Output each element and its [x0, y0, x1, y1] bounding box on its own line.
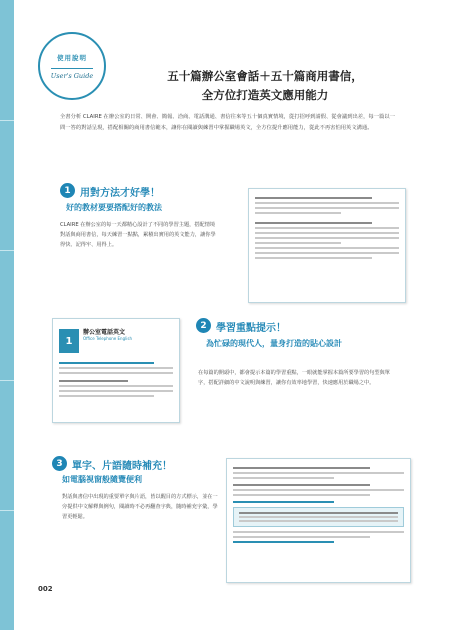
section-3-number: 3 — [52, 456, 67, 471]
page-headline-line2: 全方位打造英文應用能力 — [201, 88, 329, 102]
card-number-tag: 1 — [59, 329, 79, 353]
section-2-subtitle: 為忙碌的現代人，量身打造的貼心設計 — [206, 339, 342, 348]
section-3-body: 對話與書信中出現的重要單字與片語，皆以醒目的方式標示，並在一旁提供中文解釋與例句，閱讀時不必再翻查字典，隨時補充字彙，學習更輕鬆。 — [62, 494, 218, 520]
page-number: 002 — [38, 585, 53, 593]
badge-title: 使用說明 — [57, 53, 87, 62]
section-3-title: 單字、片語隨時補充！ — [72, 461, 172, 472]
section-2-number: 2 — [196, 318, 211, 333]
intro-paragraph: 全書分析 CLAIRE 在辦公室的日常、開會、簡報、洽商、電話溝通、書信往來等五十個真實情境，從打招呼到請假、從會議到出差，每一篇以一問一答的對話呈現，搭配相關的商用書信範本，讓你在閱讀與練習中掌握職場英文，全方位提升應用能力，從此不再害怕用英文溝通。 — [60, 114, 395, 131]
section-1-number: 1 — [60, 183, 75, 198]
sample-dialogue-thumbnail — [226, 458, 411, 583]
card-subtitle: Office Telephone English — [83, 336, 132, 341]
badge-subtitle: User's Guide — [51, 68, 93, 80]
section-3-subtitle: 如電腦視窗般隨覽便利 — [62, 475, 142, 484]
page-edge-band — [0, 0, 14, 630]
band-notch — [0, 380, 14, 381]
page-headline-line1: 五十篇辦公室會話＋五十篇商用書信， — [167, 69, 363, 83]
users-guide-badge — [38, 32, 106, 100]
section-1-body: CLAIRE 在辦公室的每一天都精心設計了不同的學習主題，搭配情境對話與商用書信，每天練習一點點，累積出實用的英文能力，讓你學得快、記得牢、用得上。 — [60, 222, 216, 248]
section-1-subtitle: 好的教材要要搭配好的教法 — [66, 203, 162, 212]
sample-page-thumbnail-1 — [248, 188, 406, 303]
band-notch — [0, 250, 14, 251]
vocabulary-highlight-box — [233, 507, 404, 527]
card-title: 辦公室電話英文 — [83, 329, 126, 336]
section-2-title: 學習重點提示！ — [216, 323, 286, 334]
sample-card-thumbnail — [52, 318, 180, 423]
section-2-body: 在每篇的開頭中，都會提示本篇的學習重點，一眼就能掌握本篇所要學習的句型與單字，搭配詳細的中文說明與練習，讓你有效率地學習，快速應用於職場之中。 — [198, 370, 390, 386]
band-notch — [0, 510, 14, 511]
section-1-title: 用對方法才好學！ — [80, 188, 160, 199]
band-notch — [0, 120, 14, 121]
